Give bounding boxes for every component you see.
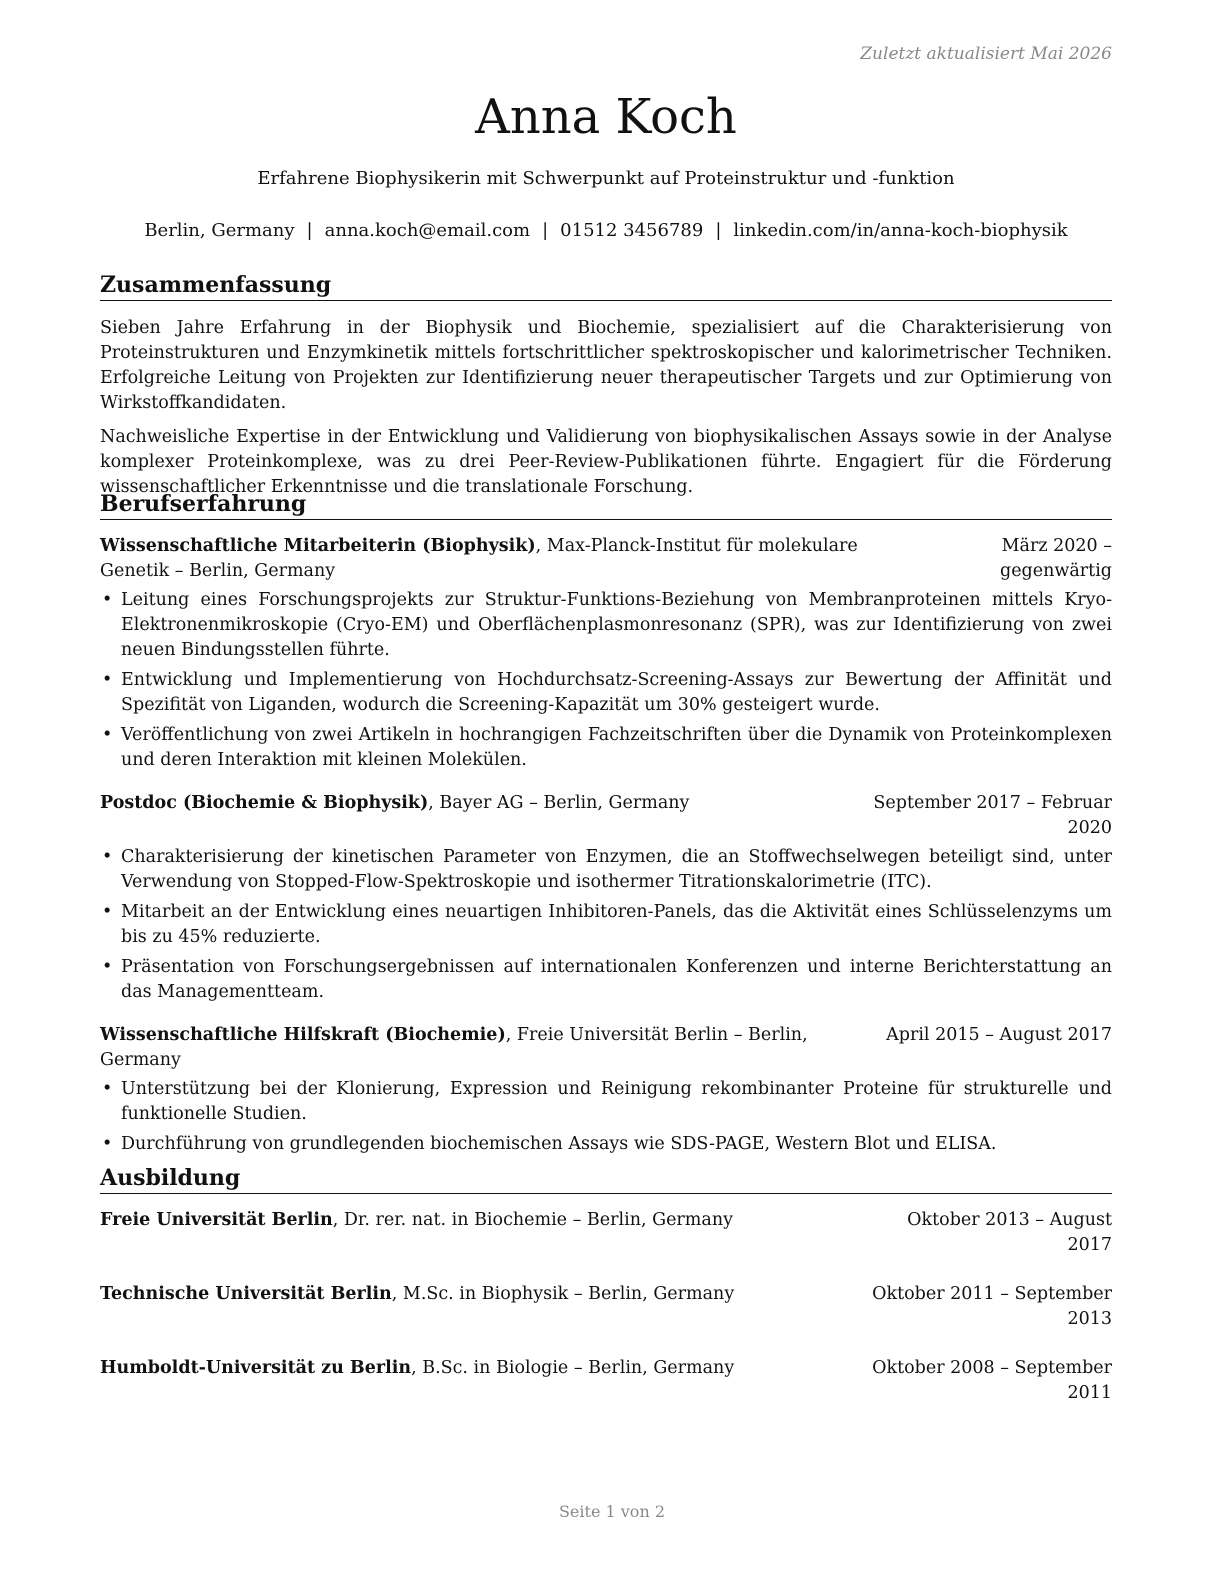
education-degree: , M.Sc. in Biophysik – Berlin, Germany [391,1284,735,1304]
bullet-dot-icon: • [102,1134,113,1154]
job-bullet [100,1132,1112,1157]
experience-section [100,489,1112,1162]
last-updated-note: Zuletzt aktualisiert Mai 2026 [860,44,1112,64]
job-org: , Bayer AG – Berlin, Germany [428,793,690,813]
education-entry [100,1208,1112,1258]
section-heading: Zusammenfassung [100,270,1112,301]
contact-separator: | [306,220,313,241]
job-title-line [100,534,890,584]
job-bullet [100,1077,1112,1127]
headline: Erfahrene Biophysikerin mit Schwerpunkt auf Proteinstruktur und -funktion [257,168,955,189]
bullet-text: Entwicklung und Implementierung von Hochdurchsatz-Screening-Assays zur Bewertung der Affinität und Spezifität von Liganden, wodurch die Screening-Kapazität um 30% gesteigert wurde. [121,670,1112,715]
job-date: März 2020 – gegenwärtig [1000,536,1112,581]
education-date: Oktober 2013 – August 2017 [907,1210,1112,1255]
education-line [100,1208,872,1233]
summary-paragraph: Sieben Jahre Erfahrung in der Biophysik und Biochemie, spezialisiert auf die Charakterisierung von Proteinstrukturen und Enzymkinetik mittels fortschrittlicher spektroskopischer und kalorimetrischer Techniken. Erfolgreiche Leitung von Projekten zur Identifizierung neuer therapeutischer Targets und zur Optimierung von Wirkstoffkandidaten. [100,318,1112,413]
bullet-text: Unterstützung bei der Klonierung, Expression und Reinigung rekombinanter Proteine für strukturelle und funktionelle Studien. [121,1079,1112,1124]
job-role: Wissenschaftliche Hilfskraft (Biochemie) [100,1025,506,1045]
bullet-dot-icon: • [102,670,113,690]
bullet-text: Präsentation von Forschungsergebnissen auf internationalen Konferenzen und interne Berichterstattung an das Managementteam. [121,957,1112,1002]
bullet-text: Veröffentlichung von zwei Artikeln in hochrangigen Fachzeitschriften über die Dynamik von Proteinkomplexen und deren Interaktion mit kleinen Molekülen. [121,725,1112,770]
job-entry [100,534,1112,773]
bullet-dot-icon: • [102,902,113,922]
education-entry [100,1356,1112,1406]
job-entry [100,1023,1112,1157]
education-degree: , Dr. rer. nat. in Biochemie – Berlin, Germany [332,1210,733,1230]
job-role: Postdoc (Biochemie & Biophysik) [100,793,429,813]
education-degree: , B.Sc. in Biologie – Berlin, Germany [411,1358,735,1378]
job-bullet [100,668,1112,718]
job-bullet [100,845,1112,895]
education-line [100,1282,872,1307]
bullet-dot-icon: • [102,957,113,977]
education-section [100,1163,1112,1406]
contact-linkedin[interactable]: linkedin.com/in/anna-koch-biophysik [733,220,1068,241]
page-number: Seite 1 von 2 [558,1502,666,1521]
job-date: September 2017 – Februar 2020 [873,793,1112,838]
education-school: Freie Universität Berlin [100,1210,333,1230]
bullet-text: Durchführung von grundlegenden biochemischen Assays wie SDS-PAGE, Western Blot und ELISA. [121,1134,997,1154]
contact-line [100,219,1112,243]
job-bullet [100,588,1112,663]
person-name: Anna Koch [475,89,737,145]
education-school: Technische Universität Berlin [100,1284,392,1304]
contact-location: Berlin, Germany [144,220,295,241]
education-entry [100,1282,1112,1332]
bullet-dot-icon: • [102,590,113,610]
bullet-dot-icon: • [102,847,113,867]
bullet-text: Leitung eines Forschungsprojekts zur Struktur-Funktions-Beziehung von Membranproteinen mittels Kryo-Elektronenmikroskopie (Cryo-EM) und Oberflächenplasmonresonanz (SPR), was zur Identifizierung von zwei neuen Bindungsstellen führte. [121,590,1112,660]
summary-section [100,270,1112,500]
job-title-line [100,1023,882,1073]
job-title-line [100,791,872,816]
contact-phone: 01512 3456789 [560,220,704,241]
education-date: Oktober 2011 – September 2013 [872,1284,1112,1329]
bullet-text: Charakterisierung der kinetischen Parameter von Enzymen, die an Stoffwechselwegen beteiligt sind, unter Verwendung von Stopped-Flow-Spektroskopie und isothermer Titrationskalorimetrie (ITC). [121,847,1112,892]
bullet-dot-icon: • [102,1079,113,1099]
job-bullet [100,723,1112,773]
summary-paragraph: Nachweisliche Expertise in der Entwicklung und Validierung von biophysikalischen Assays sowie in der Analyse komplexer Proteinkomplexe, was zu drei Peer-Review-Publikationen führte. Engagiert für die Förderung wissenschaftlicher Erkenntnisse und die translationale Forschung. [100,427,1112,497]
education-school: Humboldt-Universität zu Berlin [100,1358,412,1378]
education-line [100,1356,872,1381]
contact-separator: | [542,220,549,241]
job-entry [100,791,1112,1005]
job-org: , Max-Planck-Institut für molekulare Genetik – Berlin, Germany [100,536,858,581]
job-bullet [100,900,1112,950]
section-heading: Berufserfahrung [100,489,1112,520]
section-heading: Ausbildung [100,1163,1112,1194]
bullet-text: Mitarbeit an der Entwicklung eines neuartigen Inhibitoren-Panels, das die Aktivität eines Schlüsselenzyms um bis zu 45% reduzierte. [121,902,1112,947]
job-role: Wissenschaftliche Mitarbeiterin (Biophysik) [100,536,536,556]
bullet-dot-icon: • [102,725,113,745]
job-date: April 2015 – August 2017 [886,1025,1112,1045]
job-org: , Freie Universität Berlin – Berlin, Germany [100,1025,808,1070]
contact-separator: | [715,220,722,241]
education-date: Oktober 2008 – September 2011 [872,1358,1112,1403]
contact-email[interactable]: anna.koch@email.com [324,220,531,241]
job-bullet [100,955,1112,1005]
